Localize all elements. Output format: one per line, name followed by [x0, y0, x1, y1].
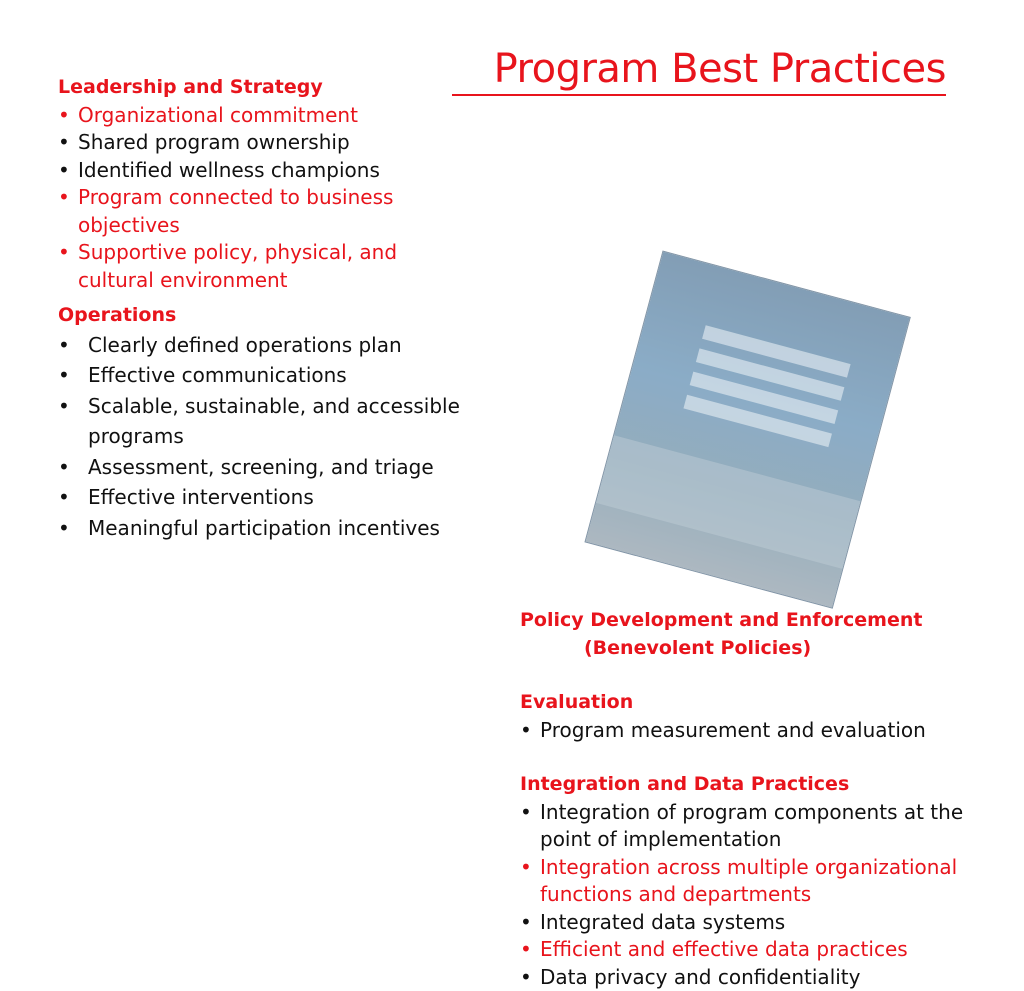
section-subheading-policy: (Benevolent Policies)	[520, 635, 990, 663]
list-item: • Identified wellness champions	[58, 157, 478, 185]
book-cover-image	[584, 251, 910, 609]
list-item: • Effective interventions	[58, 482, 478, 513]
integration-list	[520, 799, 990, 991]
section-heading-evaluation: Evaluation	[520, 689, 990, 717]
list-item: • Assessment, screening, and triage	[58, 452, 478, 483]
list-item: • Meaningful participation incentives	[58, 513, 478, 544]
list-item: • Effective communications	[58, 360, 478, 391]
left-column	[58, 74, 478, 543]
leadership-list	[58, 102, 478, 295]
list-item: • Integration across multiple organizational functions and departments	[520, 854, 990, 909]
evaluation-list	[520, 717, 990, 745]
section-heading-policy: Policy Development and Enforcement	[520, 607, 990, 635]
operations-list	[58, 330, 478, 544]
section-heading-integration: Integration and Data Practices	[520, 771, 990, 799]
list-item: • Scalable, sustainable, and accessible programs	[58, 391, 478, 452]
list-item: • Program measurement and evaluation	[520, 717, 990, 745]
page-title: Program Best Practices	[452, 44, 946, 96]
section-heading-leadership: Leadership and Strategy	[58, 74, 478, 102]
list-item: • Data privacy and confidentiality	[520, 964, 990, 991]
list-item: • Clearly defined operations plan	[58, 330, 478, 361]
right-column	[520, 607, 990, 991]
list-item: • Shared program ownership	[58, 129, 478, 157]
list-item: • Program connected to business objectives	[58, 184, 478, 239]
section-heading-operations: Operations	[58, 302, 478, 330]
list-item: • Supportive policy, physical, and cultural environment	[58, 239, 478, 294]
list-item: • Efficient and effective data practices	[520, 936, 990, 964]
list-item: • Integrated data systems	[520, 909, 990, 937]
list-item: • Organizational commitment	[58, 102, 478, 130]
list-item: • Integration of program components at the point of implementation	[520, 799, 990, 854]
